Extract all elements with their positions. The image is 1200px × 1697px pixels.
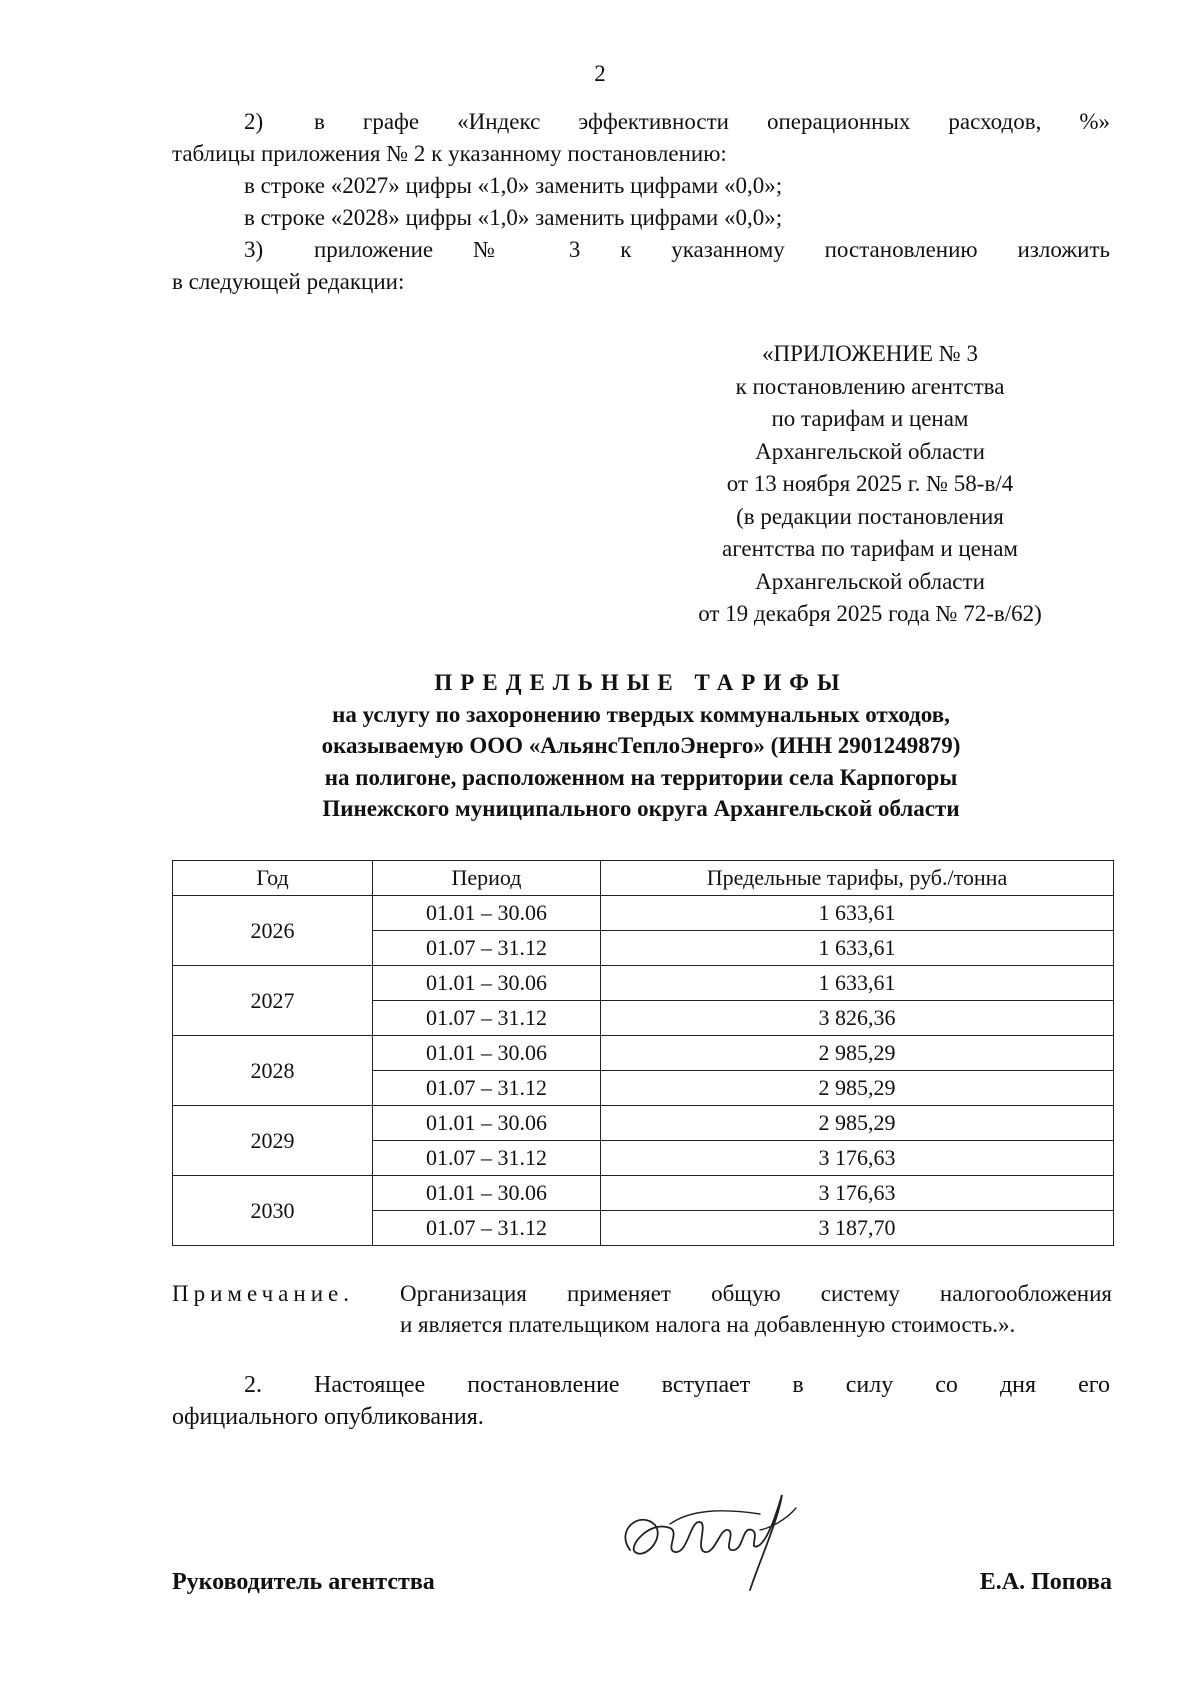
- appendix-line: агентства по тарифам и ценам: [722, 536, 1018, 561]
- note-text-line-1: Организация применяет общую систему налогообложения: [400, 1281, 1112, 1306]
- item-2-number: 2): [244, 109, 264, 134]
- item-2-line-1: [172, 106, 1110, 138]
- appendix-line: по тарифам и ценам: [771, 406, 969, 431]
- tariff-cell: 2 985,29: [601, 1071, 1114, 1106]
- period-cell: 01.07 – 31.12: [373, 931, 601, 966]
- item-3-text: приложение № 3 к указанному постановлению изложить: [314, 237, 1110, 262]
- note-label: Примечание.: [172, 1281, 354, 1306]
- period-cell: 01.01 – 30.06: [373, 1106, 601, 1141]
- tariff-cell: 3 176,63: [601, 1141, 1114, 1176]
- tariff-heading: [172, 667, 1110, 825]
- appendix-line: Архангельской области: [755, 438, 985, 464]
- heading-line: на услугу по захоронению твердых коммунальных отходов,: [332, 701, 950, 727]
- period-cell: 01.01 – 30.06: [373, 1176, 601, 1211]
- year-cell: 2027: [173, 966, 373, 1036]
- tariff-cell: 2 985,29: [601, 1106, 1114, 1141]
- table-header-row: [173, 861, 1114, 896]
- period-cell: 01.07 – 31.12: [373, 1141, 601, 1176]
- year-cell: 2028: [173, 1036, 373, 1106]
- item-3-line-2: в следующей редакции:: [172, 269, 405, 294]
- heading-line: оказываемую ООО «АльянсТеплоЭнерго» (ИНН 2901249879): [321, 733, 961, 758]
- tariff-cell: 1 633,61: [601, 966, 1114, 1001]
- table-row: [173, 1036, 1114, 1071]
- tariff-cell: 2 985,29: [601, 1036, 1114, 1071]
- tariff-cell: 1 633,61: [601, 931, 1114, 966]
- clause-2-number: 2.: [244, 1372, 262, 1398]
- period-cell: 01.07 – 31.12: [373, 1001, 601, 1036]
- table-row: [173, 896, 1114, 931]
- appendix-header: [640, 338, 1100, 631]
- column-header-tariff: Предельные тарифы, руб./тонна: [601, 861, 1114, 896]
- appendix-line: (в редакции постановления: [736, 503, 1004, 529]
- year-cell: 2030: [173, 1176, 373, 1246]
- clause-2-line-2: официального опубликования.: [172, 1404, 484, 1430]
- item-3-number: 3): [244, 237, 264, 262]
- column-header-period: Период: [373, 861, 601, 896]
- item-2-text: в графе «Индекс эффективности операционных расходов, %»: [314, 109, 1110, 134]
- table-row: [173, 966, 1114, 1001]
- heading-title: ПРЕДЕЛЬНЫЕ ТАРИФЫ: [434, 670, 848, 695]
- appendix-line: «ПРИЛОЖЕНИЕ № 3: [761, 341, 979, 366]
- tariff-cell: 1 633,61: [601, 896, 1114, 931]
- appendix-line: Архангельской области: [755, 568, 985, 594]
- page-number: 2: [594, 61, 606, 86]
- table-row: [173, 1106, 1114, 1141]
- heading-line: Пинежского муниципального округа Архангельской области: [322, 796, 960, 821]
- period-cell: 01.07 – 31.12: [373, 1211, 601, 1246]
- heading-line: на полигоне, расположенном на территории села Карпогоры: [324, 764, 958, 790]
- year-cell: 2029: [173, 1106, 373, 1176]
- table-row: [173, 1176, 1114, 1211]
- tariff-cell: 3 187,70: [601, 1211, 1114, 1246]
- tariff-cell: 3 176,63: [601, 1176, 1114, 1211]
- signatory-title: Руководитель агентства: [172, 1569, 435, 1595]
- note-text-line-2: и является плательщиком налога на добавленную стоимость.».: [400, 1312, 1016, 1337]
- signatory-name: Е.А. Попова: [979, 1569, 1112, 1595]
- column-header-year: Год: [173, 861, 373, 896]
- item-2-line-3: в строке «2027» цифры «1,0» заменить цифрами «0,0»;: [244, 173, 783, 198]
- period-cell: 01.01 – 30.06: [373, 896, 601, 931]
- period-cell: 01.01 – 30.06: [373, 1036, 601, 1071]
- handwritten-signature: [610, 1480, 810, 1600]
- appendix-line: от 19 декабря 2025 года № 72-в/62): [698, 601, 1042, 626]
- period-cell: 01.07 – 31.12: [373, 1071, 601, 1106]
- appendix-line: от 13 ноября 2025 г. № 58-в/4: [726, 471, 1014, 496]
- clause-2-text: Настоящее постановление вступает в силу со дня его: [314, 1372, 1110, 1398]
- item-2-line-2: таблицы приложения № 2 к указанному постановлению:: [172, 141, 727, 166]
- item-2-line-4: в строке «2028» цифры «1,0» заменить цифрами «0,0»;: [244, 205, 783, 230]
- period-cell: 01.01 – 30.06: [373, 966, 601, 1001]
- clause-2-line-1: [172, 1369, 1110, 1401]
- item-3-line-1: [172, 234, 1110, 266]
- appendix-line: к постановлению агентства: [735, 373, 1005, 399]
- tariff-cell: 3 826,36: [601, 1001, 1114, 1036]
- year-cell: 2026: [173, 896, 373, 966]
- tariff-table: [172, 860, 1114, 1246]
